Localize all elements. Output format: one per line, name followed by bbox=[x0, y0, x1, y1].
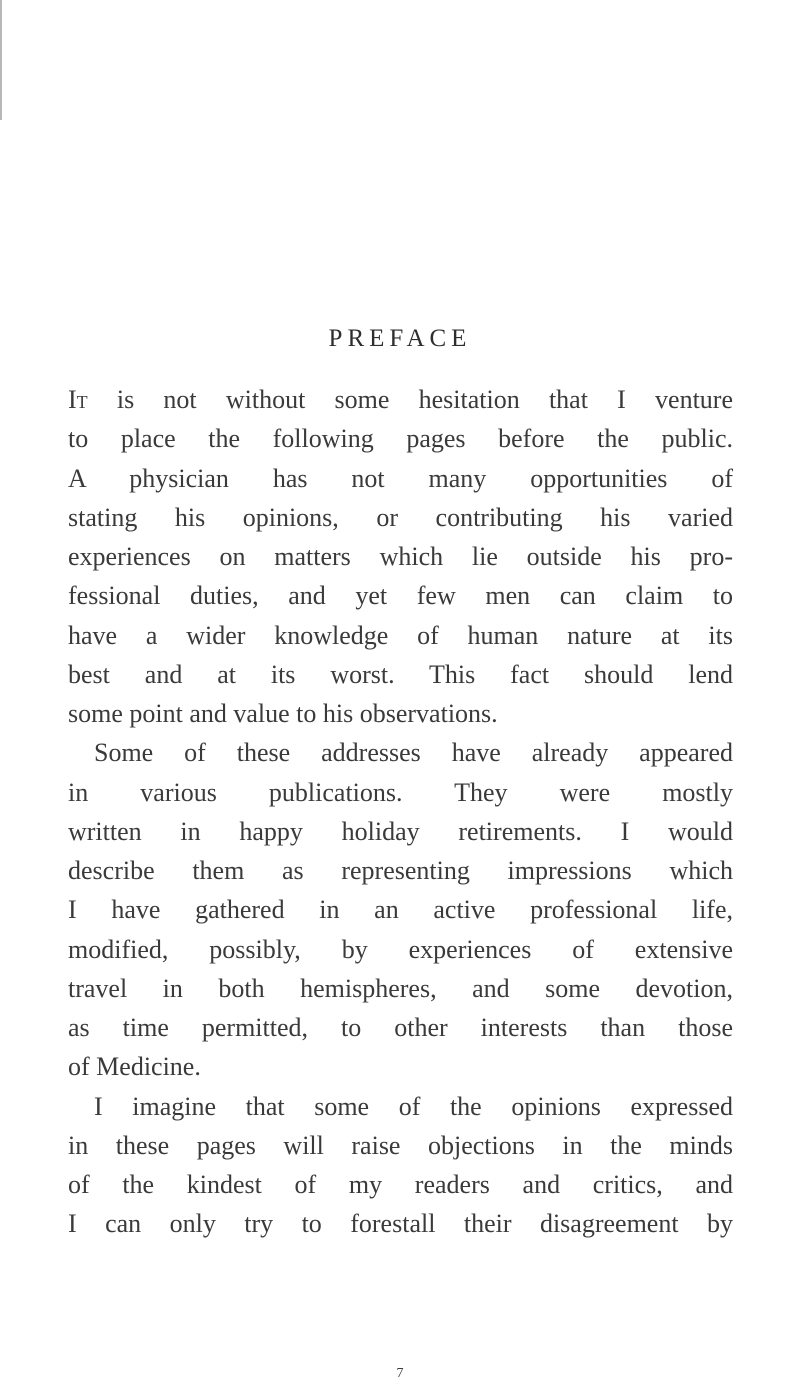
text-line: some point and value to his observations. bbox=[68, 699, 498, 728]
paragraph-3 bbox=[68, 1087, 733, 1244]
page-title: PREFACE bbox=[328, 325, 472, 352]
text-line: It is not without some hesitation that I venture bbox=[68, 385, 733, 414]
text-line: fessional duties, and yet few men can claim to bbox=[68, 581, 733, 611]
paragraph-1 bbox=[68, 380, 733, 733]
text-line: Some of these addresses have already appeared bbox=[94, 738, 733, 768]
text-line: in these pages will raise objections in the minds bbox=[68, 1130, 733, 1160]
scan-edge-mark bbox=[0, 0, 2, 120]
text-line: I imagine that some of the opinions expressed bbox=[94, 1091, 733, 1121]
text-line: A physician has not many opportunities of bbox=[68, 463, 733, 493]
text-line: I can only try to forestall their disagreement by bbox=[68, 1209, 733, 1239]
text-line: travel in both hemispheres, and some devotion, bbox=[68, 973, 733, 1003]
text-line: of Medicine. bbox=[68, 1052, 201, 1082]
text-line: I have gathered in an active professional life, bbox=[68, 895, 733, 925]
text-line: in various publications. They were mostly bbox=[68, 777, 733, 807]
opening-word: It bbox=[68, 385, 88, 414]
text-line: best and at its worst. This fact should lend bbox=[68, 659, 733, 689]
paragraph-2 bbox=[68, 733, 733, 1086]
page-number: 7 bbox=[396, 1366, 404, 1381]
text-line: stating his opinions, or contributing his varied bbox=[68, 502, 733, 532]
text-line: to place the following pages before the public. bbox=[68, 424, 733, 454]
text-line: written in happy holiday retirements. I would bbox=[68, 816, 733, 846]
preface-body bbox=[68, 380, 733, 1244]
text-line: have a wider knowledge of human nature at its bbox=[68, 620, 733, 650]
text-line: modified, possibly, by experiences of extensive bbox=[68, 934, 733, 964]
text-line: as time permitted, to other interests than those bbox=[68, 1013, 733, 1042]
text-line: describe them as representing impressions which bbox=[68, 856, 733, 885]
text-line: experiences on matters which lie outside his pro- bbox=[68, 542, 733, 571]
text-line: of the kindest of my readers and critics, and bbox=[68, 1170, 733, 1199]
